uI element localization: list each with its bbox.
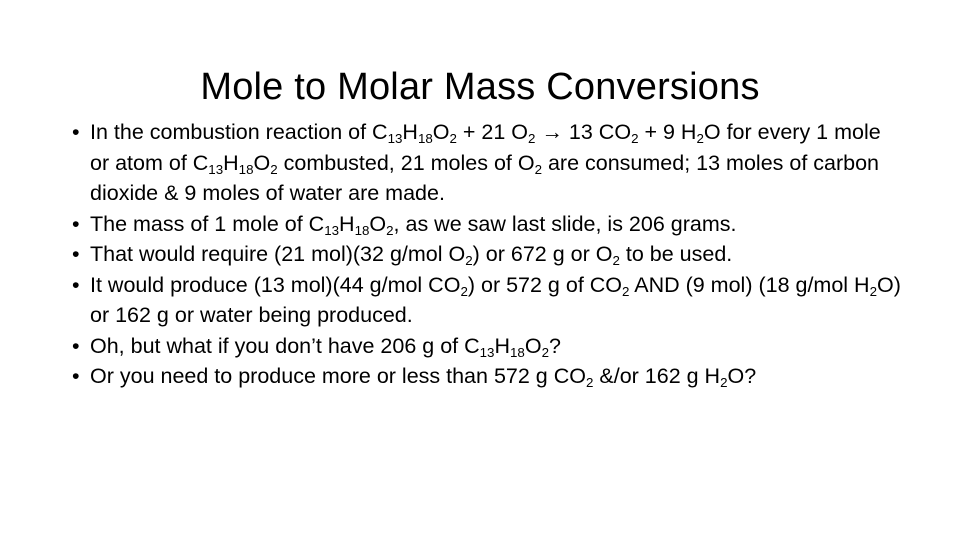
subscript: 2	[631, 130, 639, 146]
bullet-text: H	[402, 120, 418, 144]
bullet-item	[72, 361, 902, 392]
bullet-text: + 9 H	[638, 120, 697, 144]
bullet-text: combusted, 21 moles of O	[277, 150, 535, 175]
bullet-item	[72, 117, 902, 209]
slide-title: Mole to Molar Mass Conversions	[200, 66, 760, 109]
subscript: 18	[510, 344, 525, 360]
bullet-text: Oh, but what if you don’t have 206 g of C	[90, 333, 480, 358]
bullet-text: O	[432, 120, 450, 144]
bullet-text: O	[253, 150, 271, 175]
bullet-text: → 13 CO	[535, 120, 632, 144]
subscript: 13	[479, 344, 495, 360]
bullet-text: O	[369, 211, 387, 236]
subscript: 2	[449, 130, 457, 146]
bullet-item	[72, 331, 902, 362]
subscript: 2	[696, 130, 704, 146]
bullet-text: The mass of 1 mole of C	[90, 211, 325, 236]
subscript: 2	[622, 283, 630, 299]
bullet-text: H	[339, 211, 355, 236]
subscript: 2	[534, 161, 542, 177]
subscript: 13	[208, 161, 224, 177]
bullet-text: It would produce (13 mol)(44 g/mol CO	[90, 272, 461, 297]
bullet-text: O for every 1 mole or atom of C	[90, 120, 881, 175]
bullet-text: That would require (21 mol)(32 g/mol O	[90, 242, 466, 266]
bullet-item	[72, 270, 902, 331]
bullet-text: ) or 572 g of CO	[467, 272, 623, 297]
bullet-item	[72, 209, 902, 240]
bullet-text: ) or 672 g or O	[472, 242, 613, 266]
bullet-text: O?	[727, 364, 757, 388]
subscript: 2	[612, 252, 620, 268]
subscript: 2	[720, 374, 728, 390]
bullet-text: H	[223, 150, 239, 175]
bullet-text: ?	[548, 333, 561, 358]
subscript: 2	[386, 222, 394, 238]
subscript: 18	[238, 161, 254, 177]
subscript: 2	[585, 374, 594, 390]
bullet-text: O) or 162 g or water being produced.	[90, 272, 901, 327]
subscript: 2	[270, 161, 278, 177]
bullet-text: O	[524, 333, 542, 358]
bullet-list	[72, 117, 902, 392]
subscript: 13	[324, 222, 340, 238]
bullet-text: + 21 O	[456, 120, 529, 144]
subscript: 13	[387, 130, 403, 146]
bullet-item	[72, 239, 902, 270]
bullet-text: , as we saw last slide, is 206 grams.	[393, 211, 737, 236]
subscript: 2	[869, 283, 878, 299]
bullet-text: AND (9 mol) (18 g/mol H	[629, 272, 870, 297]
bullet-text: &/or 162 g H	[593, 364, 721, 388]
subscript: 2	[460, 283, 468, 299]
bullet-text: Or you need to produce more or less than 572 g CO	[90, 364, 586, 388]
subscript: 2	[541, 344, 549, 360]
subscript: 2	[465, 252, 473, 268]
subscript: 18	[354, 222, 370, 238]
bullet-text: to be used.	[619, 242, 733, 266]
subscript: 2	[528, 130, 536, 146]
subscript: 18	[417, 130, 433, 146]
bullet-text: are consumed; 13 moles of carbon dioxide & 9 moles of water are made.	[90, 150, 880, 205]
bullet-text: H	[494, 333, 510, 358]
bullet-text: In the combustion reaction of C	[90, 120, 388, 144]
